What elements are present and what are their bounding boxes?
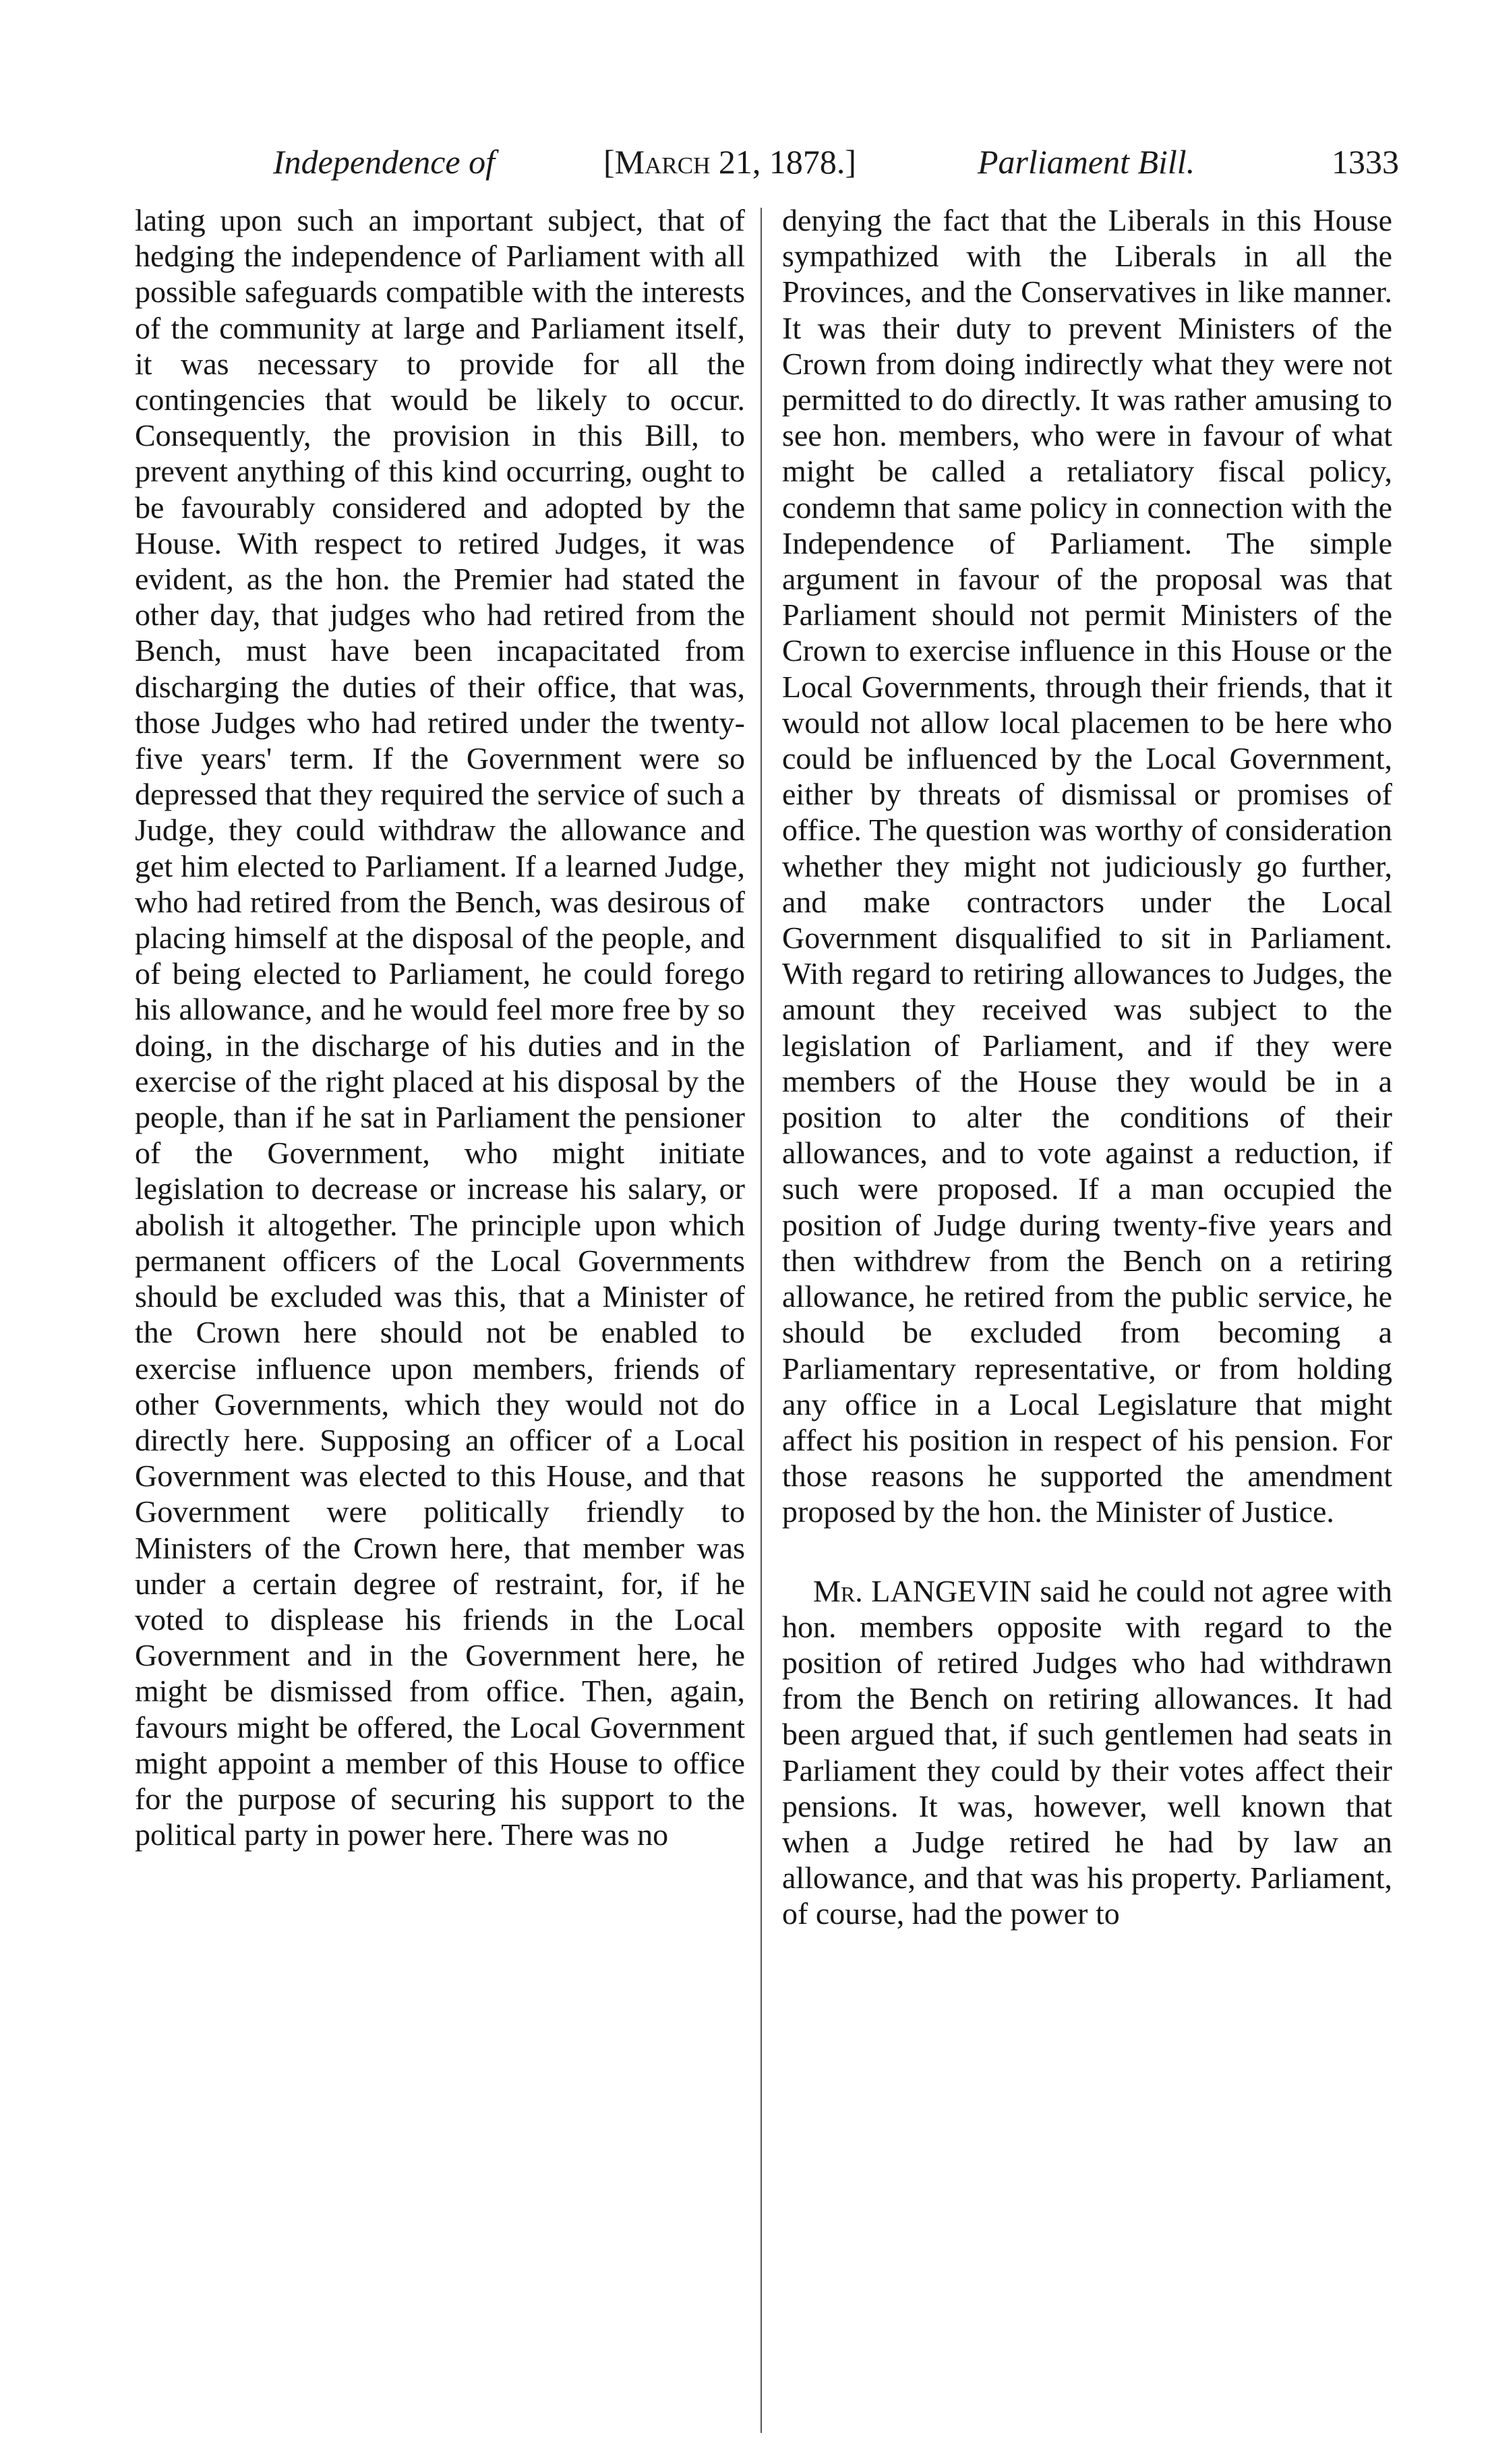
page-number: 1333 (1332, 143, 1399, 181)
right-column (782, 202, 1392, 1932)
speech-text: said he could not agree with hon. members opposite with regard to the position of retired Judges who had withdrawn from the Bench on retiring allowances. It had been argued that, if such gentlemen had seats in Parliament they could by their votes affect their pensions. It was, however, well known that when a Judge retired he had by law an allowance, and that was his property. Parliament, of course, had the power to (782, 1573, 1393, 1931)
speaker-name: Mr. LANGEVIN (813, 1573, 1032, 1608)
left-column (135, 202, 745, 1852)
right-column-paragraph: denying the fact that the Liberals in this House sympathized with the Liberals in all the Provinces, and the Conservatives in like manner. It was their duty to prevent Ministers of the Crown from doing indirectly what they were not permitted to do directly. It was rather amusing to see hon. members, who were in favour of what might be called a retaliatory fiscal policy, condemn that same policy in connection with the Independence of Parliament. The simple argument in favour of the proposal was that Parliament should not permit Ministers of the Crown to exercise influence in this House or the Local Governments, through their friends, that it would not allow local placemen to be here who could be influenced by the Local Government, either by threats of dismissal or promises of office. The question was worthy of consideration whether they might not judiciously go further, and make contractors under the Local Government disqualified to sit in Parliament. With regard to retiring allowances to Judges, the amount they received was subject to the legislation of Parliament, and if they were members of the House they would be in a position to alter the conditions of their allowances, and to vote against a reduction, if such were proposed. If a man occupied the position of Judge during twenty-five years and then withdrew from the Bench on a retiring allowance, he retired from the public service, he should be excluded from becoming a Parliamentary representative, or from holding any office in a Local Legislature that might affect his position in respect of his pension. For those reasons he supported the amendment proposed by the hon. the Minister of Justice. (782, 203, 1392, 1529)
running-header (131, 138, 1399, 185)
left-column-paragraph: lating upon such an important subject, that of hedging the independence of Parliament with all possible safeguards compatible with the interests of the community at large and Parliament itself, it was necessary to provide for all the contingencies that would be likely to occur. Consequently, the provision in this Bill, to prevent anything of this kind occurring, ought to be favourably considered and adopted by the House. With respect to retired Judges, it was evident, as the hon. the Premier had stated the other day, that judges who had retired from the Bench, must have been incapacitated from discharging the duties of their office, that was, those Judges who had retired under the twenty-five years' term. If the Government were so depressed that they required the service of such a Judge, they could withdraw the allowance and get him elected to Parliament. If a learned Judge, who had retired from the Bench, was desirous of placing himself at the disposal of the people, and of being elected to Parliament, he could forego his allowance, and he would feel more free by so doing, in the discharge of his duties and in the exercise of the right placed at his disposal by the people, than if he sat in Parliament the pensioner of the Government, who might initiate legislation to decrease or increase his salary, or abolish it altogether. The principle upon which permanent officers of the Local Governments should be excluded was this, that a Minister of the Crown here should not be enabled to exercise influence upon members, friends of other Governments, which they would not do directly here. Supposing an officer of a Local Government was elected to this House, and that Government were politically friendly to Ministers of the Crown here, that member was under a certain degree of restraint, for, if he voted to displease his friends in the Local Government and in the Government here, he might be dismissed from office. Then, again, favours might be offered, the Local Government might appoint a member of this House to office for the purpose of securing his support to the political party in power here. There was no (135, 203, 745, 1852)
header-day-year: 21, 1878.] (718, 143, 857, 181)
header-month: March (614, 143, 711, 181)
header-date (603, 138, 856, 185)
header-bracket: [ (603, 143, 615, 181)
header-left-title: Independence of (273, 143, 496, 181)
column-divider (761, 208, 762, 2433)
header-right-title: Parliament Bill. (978, 143, 1195, 181)
speech-paragraph (782, 1573, 1392, 1932)
